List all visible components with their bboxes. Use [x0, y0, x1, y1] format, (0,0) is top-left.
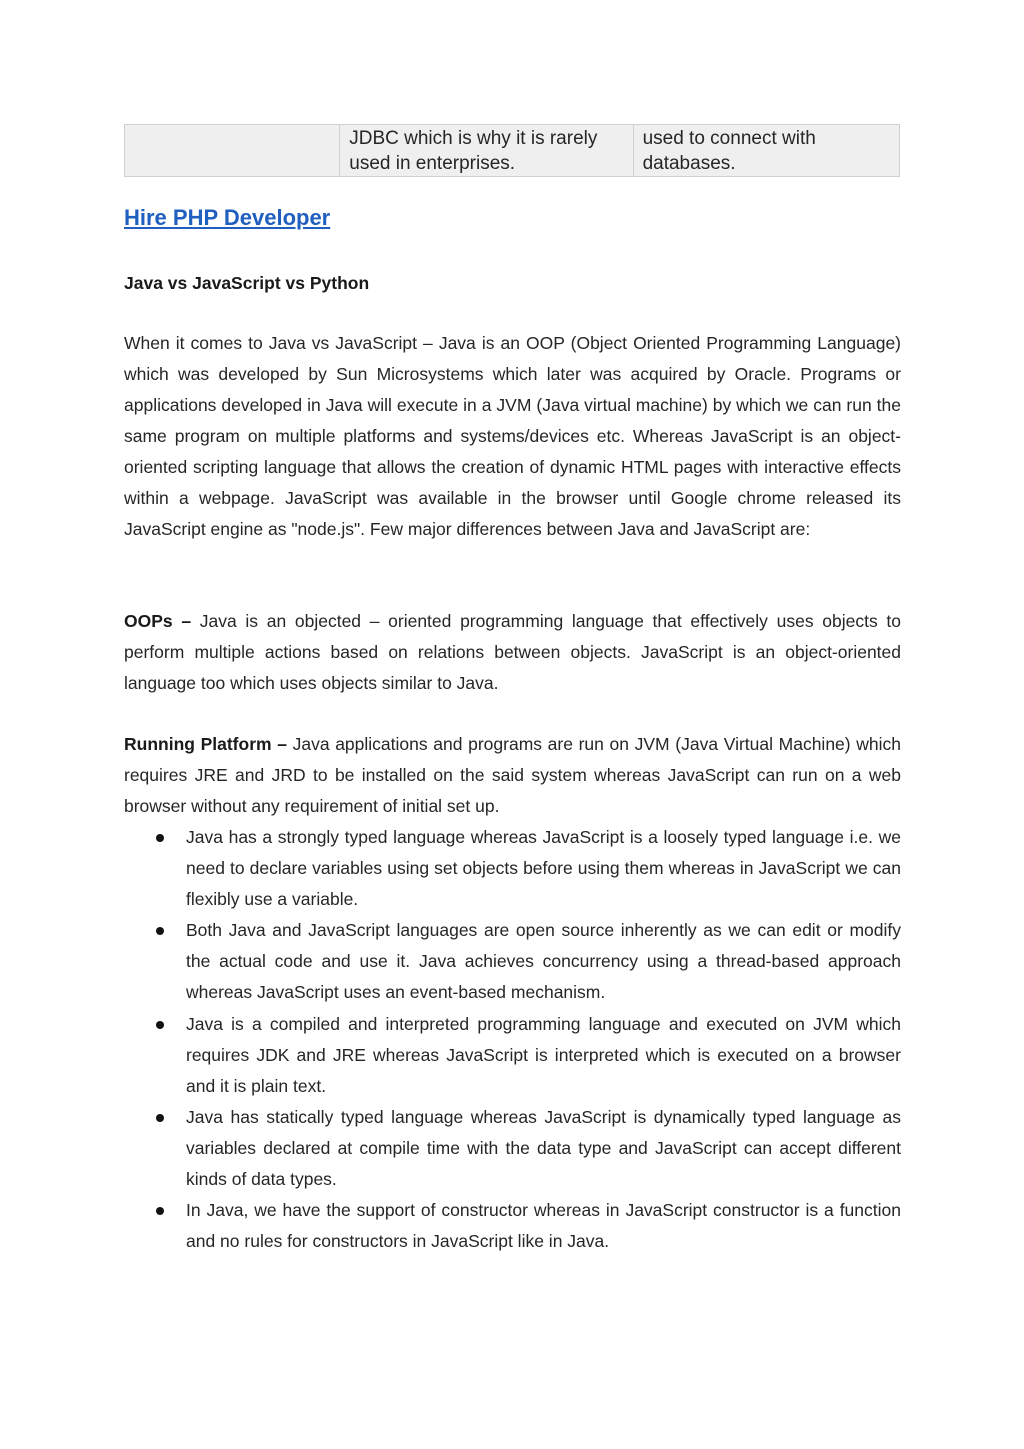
intro-paragraph: When it comes to Java vs JavaScript – Java is an OOP (Object Oriented Programming Language) which was developed by Sun Microsystems which later was acquired by Oracle. Programs or applications developed in Java will execute in a JVM (Java virtual machine) by which we can run the same program on multiple platforms and systems/devices etc. Whereas JavaScript is an object-oriented scripting language that allows the creation of dynamic HTML pages with interactive effects within a webpage. JavaScript was available in the browser until Google chrome released its JavaScript engine as "node.js". Few major differences between Java and JavaScript are: [124, 333, 901, 539]
table-cell-other: used to connect with databases. [633, 125, 899, 177]
bullet-icon [156, 834, 164, 842]
list-item-text: Java has statically typed language whereas JavaScript is dynamically typed language as variables declared at compile time with the data type and JavaScript can accept different kinds of data types. [186, 1107, 901, 1189]
list-item-text: Both Java and JavaScript languages are open source inherently as we can edit or modify the actual code and use it. Java achieves concurrency using a thread-based approach whereas JavaScript uses an event-based mechanism. [186, 920, 901, 1002]
list-item-text: Java is a compiled and interpreted programming language and executed on JVM which requires JDK and JRE whereas JavaScript is interpreted which is executed on a browser and it is plain text. [186, 1014, 901, 1096]
table-cell-empty [125, 125, 340, 177]
running-platform-label: Running Platform – [124, 734, 287, 754]
running-platform-text: Java applications and programs are run on JVM (Java Virtual Machine) which requires JRE and JRD to be installed on the said system whereas JavaScript can run on a web browser without any requirement of initial set up. [124, 734, 901, 816]
oops-text: Java is an objected – oriented programming language that effectively uses objects to perform multiple actions based on relations between objects. JavaScript is an object-oriented language too which uses objects similar to Java. [124, 611, 901, 693]
table-row [125, 125, 900, 177]
list-item [124, 1195, 901, 1257]
list-item [124, 1102, 901, 1195]
table-cell-java: JDBC which is why it is rarely used in enterprises. [340, 125, 633, 177]
section-heading: Java vs JavaScript vs Python [124, 273, 370, 293]
bullet-icon [156, 1021, 164, 1029]
differences-list [124, 822, 901, 1257]
bullet-icon [156, 1207, 164, 1215]
bullet-icon [156, 927, 164, 935]
comparison-table-fragment [124, 124, 900, 177]
list-item [124, 1009, 901, 1102]
list-item [124, 915, 901, 1008]
oops-paragraph [124, 606, 901, 699]
list-item-text: In Java, we have the support of constructor whereas in JavaScript constructor is a function and no rules for constructors in JavaScript like in Java. [186, 1200, 901, 1251]
hire-php-developer-link[interactable]: Hire PHP Developer [124, 205, 331, 230]
running-platform-paragraph [124, 729, 901, 822]
list-item-text: Java has a strongly typed language whereas JavaScript is a loosely typed language i.e. we need to declare variables using set objects before using them whereas in JavaScript we can flexibly use a variable. [186, 827, 901, 909]
oops-label: OOPs – [124, 611, 192, 631]
bullet-icon [156, 1114, 164, 1122]
list-item [124, 822, 901, 915]
